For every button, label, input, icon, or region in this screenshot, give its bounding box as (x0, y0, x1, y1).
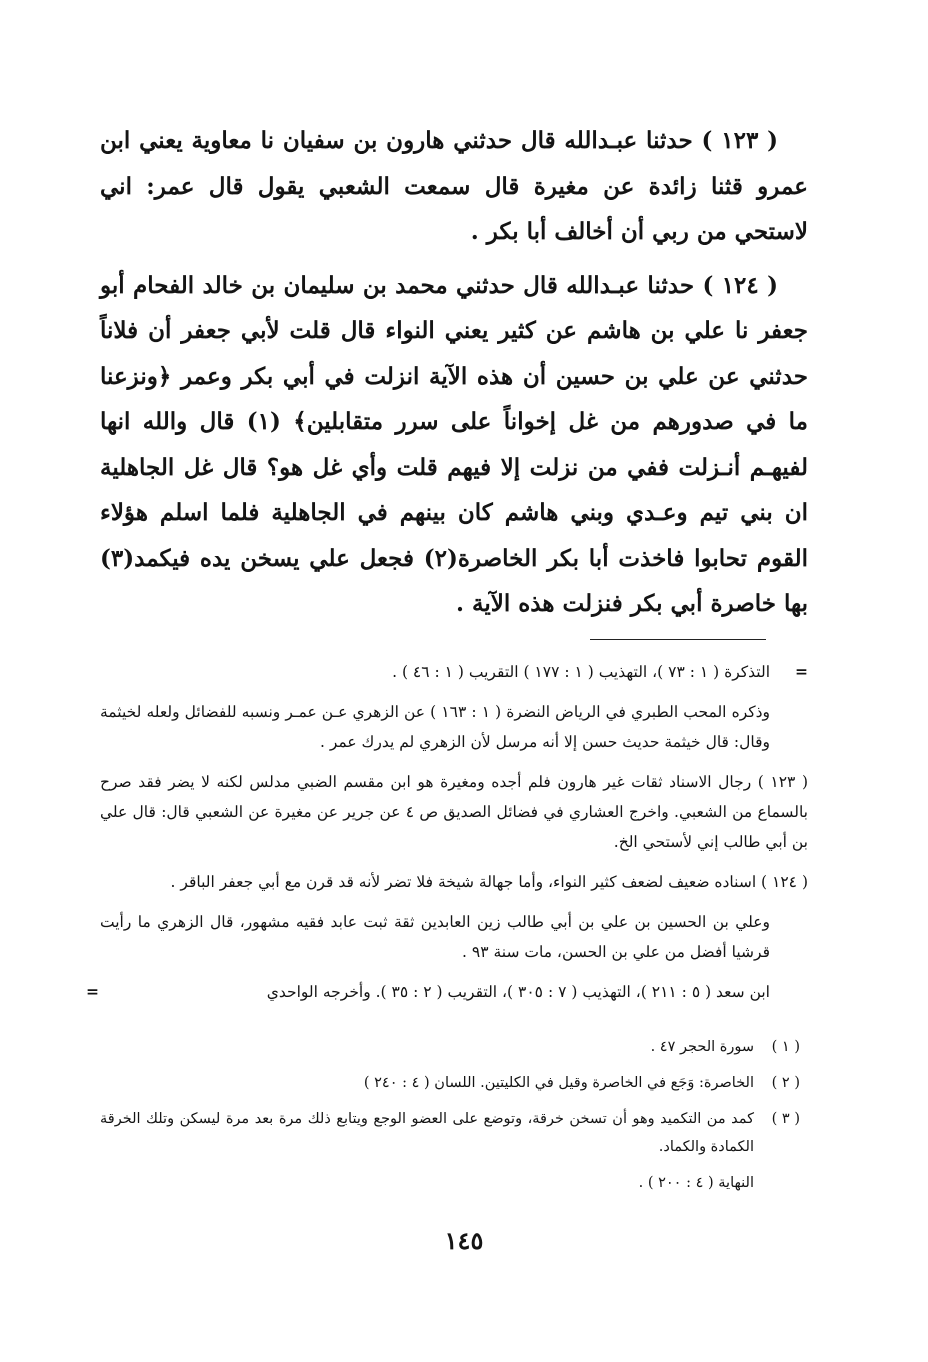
footnote-text: كمد من التكميد وهو أن تسخن خرقة، وتوضع على العضو الوجع ويتابع ذلك مرة بعد مرة ليسكن وتلك الخرقة الكمادة والكماد. (100, 1110, 754, 1155)
main-text (100, 118, 808, 627)
footnote-3 (100, 1105, 808, 1161)
footnote-number: ( ٣ ) (771, 1110, 800, 1127)
footnote-2 (100, 1069, 808, 1097)
footnote-list (100, 1033, 808, 1197)
separator-line (590, 639, 766, 640)
page-number: ١٤٥ (444, 1226, 484, 1255)
continuation-mark: = (795, 661, 808, 681)
footnote-number: ( ١ ) (771, 1038, 800, 1055)
hadith-124: ( ١٢٤ ) حدثنا عبـدالله قال حدثني محمد بن سليمان بن خالد الفحام أبو جعفر نا علي بن هاشم عن كثير يعني النواء قال قلت لأبي جعفر أن فلاناً حدثني عن علي بن حسين أن هذه الآية انزلت في أبي بكر وعمر ﴿ونزعنا ما في صدورهم من غل إخواناً على سرر متقابلين﴾ (١) قال والله انها لفيهـم أنـزلت ففي من نزلت إلا فيهم قلت وأي غل هو؟ قال غل الجاهلية ان بني تيم وعـدي وبني هاشم كان بينهم في الجاهلية فلما اسلم هؤلاء القوم تحابوا فاخذت أبا بكر الخاصرة(٢) فجعل علي يسخن يده فيكمد(٣) بها خاصرة أبي بكر فنزلت هذه الآية . (100, 271, 808, 617)
note-continuation-2: وذكره المحب الطبري في الرياض النضرة ( ١ : ١٦٣ ) عن الزهري عـن عمـر ونسبه للفضائل ولعله لخيثمة وقال: قال خيثمة حديث حسن إلا أنه مرسل لأن الزهري لم يدرك عمر . (100, 702, 771, 751)
note-124-sources-text: ابن سعد ( ٥ : ٢١١ )، التهذيب ( ٧ : ٣٠٥ )، التقريب ( ٢ : ٣٥ ). وأخرجه الواحدي (266, 982, 770, 1001)
page-body (86, 118, 808, 1205)
footnote-number: ( ٢ ) (771, 1074, 800, 1091)
note-continuation-1-text: التذكرة ( ١ : ٧٣ )، التهذيب ( ١ : ١٧٧ ) التقريب ( ١ : ٤٦ ) . (392, 662, 770, 681)
footnote-text: سورة الحجر ٤٧ . (650, 1038, 754, 1055)
note-124-biography: وعلي بن الحسين بن علي بن أبي طالب زين العابدين ثقة ثبت عابد فقيه مشهور، قال الزهري ما رأيت قرشيا أفضل من علي بن الحسن، مات سنة ٩٣ . (100, 912, 770, 961)
footnote-text: الخاصرة: وَجَع في الخاصرة وقيل في الكليتين. اللسان ( ٤ : ٢٤٠ ) (363, 1074, 754, 1091)
hadith-123: ( ١٢٣ ) حدثنا عبـدالله قال حدثني هارون بن سفيان نا معاوية يعني ابن عمرو قثنا زائدة عن مغيرة قال سمعت الشعبي يقول قال عمر: اني لاستحي من ربي أن أخالف أبا بكر . (100, 127, 808, 245)
footnote-3-reference: النهاية ( ٤ : ٢٠٠ ) . (638, 1174, 754, 1191)
note-123: ( ١٢٣ ) رجال الاسناد ثقات غير هارون فلم أجده ومغيرة هو ابن مقسم الضبي مدلس لكنه لا يضر فقد صرح بالسماع من الشعبي. واخرج العشاري في فضائل الصديق ص ٤ عن جرير عن مغيرة عن الشعبي قال: قال علي بن أبي طالب إني لأستحي الخ. (100, 772, 808, 851)
note-124: ( ١٢٤ ) اسناده ضعيف لضعف كثير النواء، وأما جهالة شيخة فلا تضر لأنه قد قرن مع أبي جعفر الباقر . (170, 872, 808, 891)
continues-mark: = (86, 981, 99, 1001)
footnote-1 (100, 1033, 808, 1061)
footnote-separator (100, 635, 808, 657)
commentary-notes (86, 657, 808, 1007)
note-continuation-1 (100, 657, 808, 687)
note-124-sources (86, 977, 808, 1007)
